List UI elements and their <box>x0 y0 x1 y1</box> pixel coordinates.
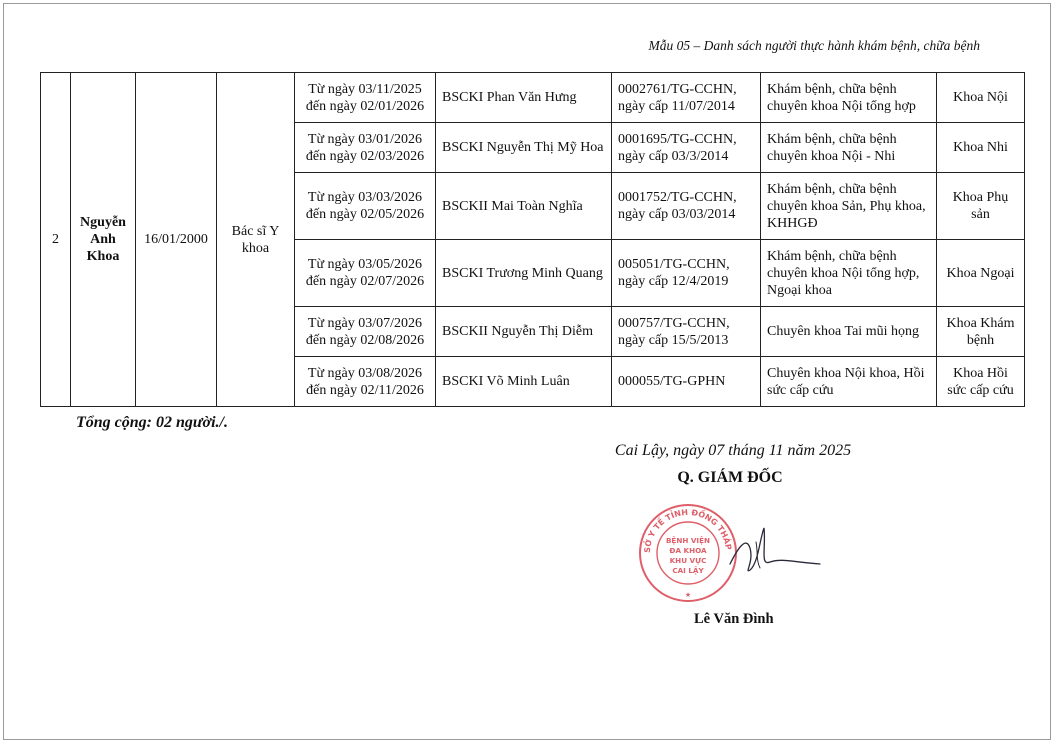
mentor-cell: BSCKII Nguyễn Thị Diễm <box>436 307 612 357</box>
scope-cell: Khám bệnh, chữa bệnh chuyên khoa Nội tổng hợp <box>761 73 937 123</box>
signer-name: Lê Văn Đình <box>694 611 774 627</box>
certificate-cell: 0001695/TG-CCHN, ngày cấp 03/3/2014 <box>612 123 761 173</box>
mentor-cell: BSCKI Nguyễn Thị Mỹ Hoa <box>436 123 612 173</box>
form-caption: Mẫu 05 – Danh sách người thực hành khám bệnh, chữa bệnh <box>648 38 980 53</box>
period-cell: Từ ngày 03/01/2026 đến ngày 02/03/2026 <box>295 123 436 173</box>
period-cell: Từ ngày 03/11/2025 đến ngày 02/01/2026 <box>295 73 436 123</box>
scope-cell: Khám bệnh, chữa bệnh chuyên khoa Nội tổng hợp, Ngoại khoa <box>761 240 937 307</box>
place-date: Cai Lậy, ngày 07 tháng 11 năm 2025 <box>614 442 852 459</box>
practitioner-table <box>40 72 1025 407</box>
dob-cell: 16/01/2000 <box>136 73 217 407</box>
certificate-cell: 000757/TG-CCHN, ngày cấp 15/5/2013 <box>612 307 761 357</box>
stamp-line: CAI LẬY <box>672 566 704 575</box>
stamp-line: KHU VỰC <box>669 556 707 565</box>
name-cell: Nguyễn Anh Khoa <box>71 73 136 407</box>
scope-cell: Khám bệnh, chữa bệnh chuyên khoa Sản, Phụ khoa, KHHGĐ <box>761 173 937 240</box>
signer-title: Q. GIÁM ĐỐC <box>677 469 783 486</box>
stamp-ring-text: SỞ Y TẾ TỈNH ĐỒNG THÁP <box>642 507 733 554</box>
svg-text:★: ★ <box>684 591 692 599</box>
stt-cell: 2 <box>41 73 71 407</box>
mentor-cell: BSCKI Võ Minh Luân <box>436 357 612 407</box>
scope-cell: Khám bệnh, chữa bệnh chuyên khoa Nội - Nhi <box>761 123 937 173</box>
table-row <box>41 73 1025 123</box>
period-cell: Từ ngày 03/05/2026 đến ngày 02/07/2026 <box>295 240 436 307</box>
department-cell: Khoa Khám bệnh <box>937 307 1025 357</box>
certificate-cell: 005051/TG-CCHN, ngày cấp 12/4/2019 <box>612 240 761 307</box>
scope-cell: Chuyên khoa Tai mũi họng <box>761 307 937 357</box>
department-cell: Khoa Nội <box>937 73 1025 123</box>
certificate-cell: 0001752/TG-CCHN, ngày cấp 03/03/2014 <box>612 173 761 240</box>
mentor-cell: BSCKII Mai Toàn Nghĩa <box>436 173 612 240</box>
stamp-line: ĐA KHOA <box>669 546 707 555</box>
stamp-line: BỆNH VIỆN <box>665 536 711 545</box>
period-cell: Từ ngày 03/03/2026 đến ngày 02/05/2026 <box>295 173 436 240</box>
certificate-cell: 000055/TG-GPHN <box>612 357 761 407</box>
title-cell: Bác sĩ Y khoa <box>217 73 295 407</box>
handwritten-signature <box>720 518 830 588</box>
mentor-cell: BSCKI Phan Văn Hưng <box>436 73 612 123</box>
total-line: Tổng cộng: 02 người./. <box>76 414 228 431</box>
department-cell: Khoa Ngoại <box>937 240 1025 307</box>
certificate-cell: 0002761/TG-CCHN, ngày cấp 11/07/2014 <box>612 73 761 123</box>
signature-block <box>560 442 900 487</box>
department-cell: Khoa Phụ sản <box>937 173 1025 240</box>
scope-cell: Chuyên khoa Nội khoa, Hồi sức cấp cứu <box>761 357 937 407</box>
period-cell: Từ ngày 03/08/2026 đến ngày 02/11/2026 <box>295 357 436 407</box>
department-cell: Khoa Nhi <box>937 123 1025 173</box>
period-cell: Từ ngày 03/07/2026 đến ngày 02/08/2026 <box>295 307 436 357</box>
department-cell: Khoa Hồi sức cấp cứu <box>937 357 1025 407</box>
mentor-cell: BSCKI Trương Minh Quang <box>436 240 612 307</box>
